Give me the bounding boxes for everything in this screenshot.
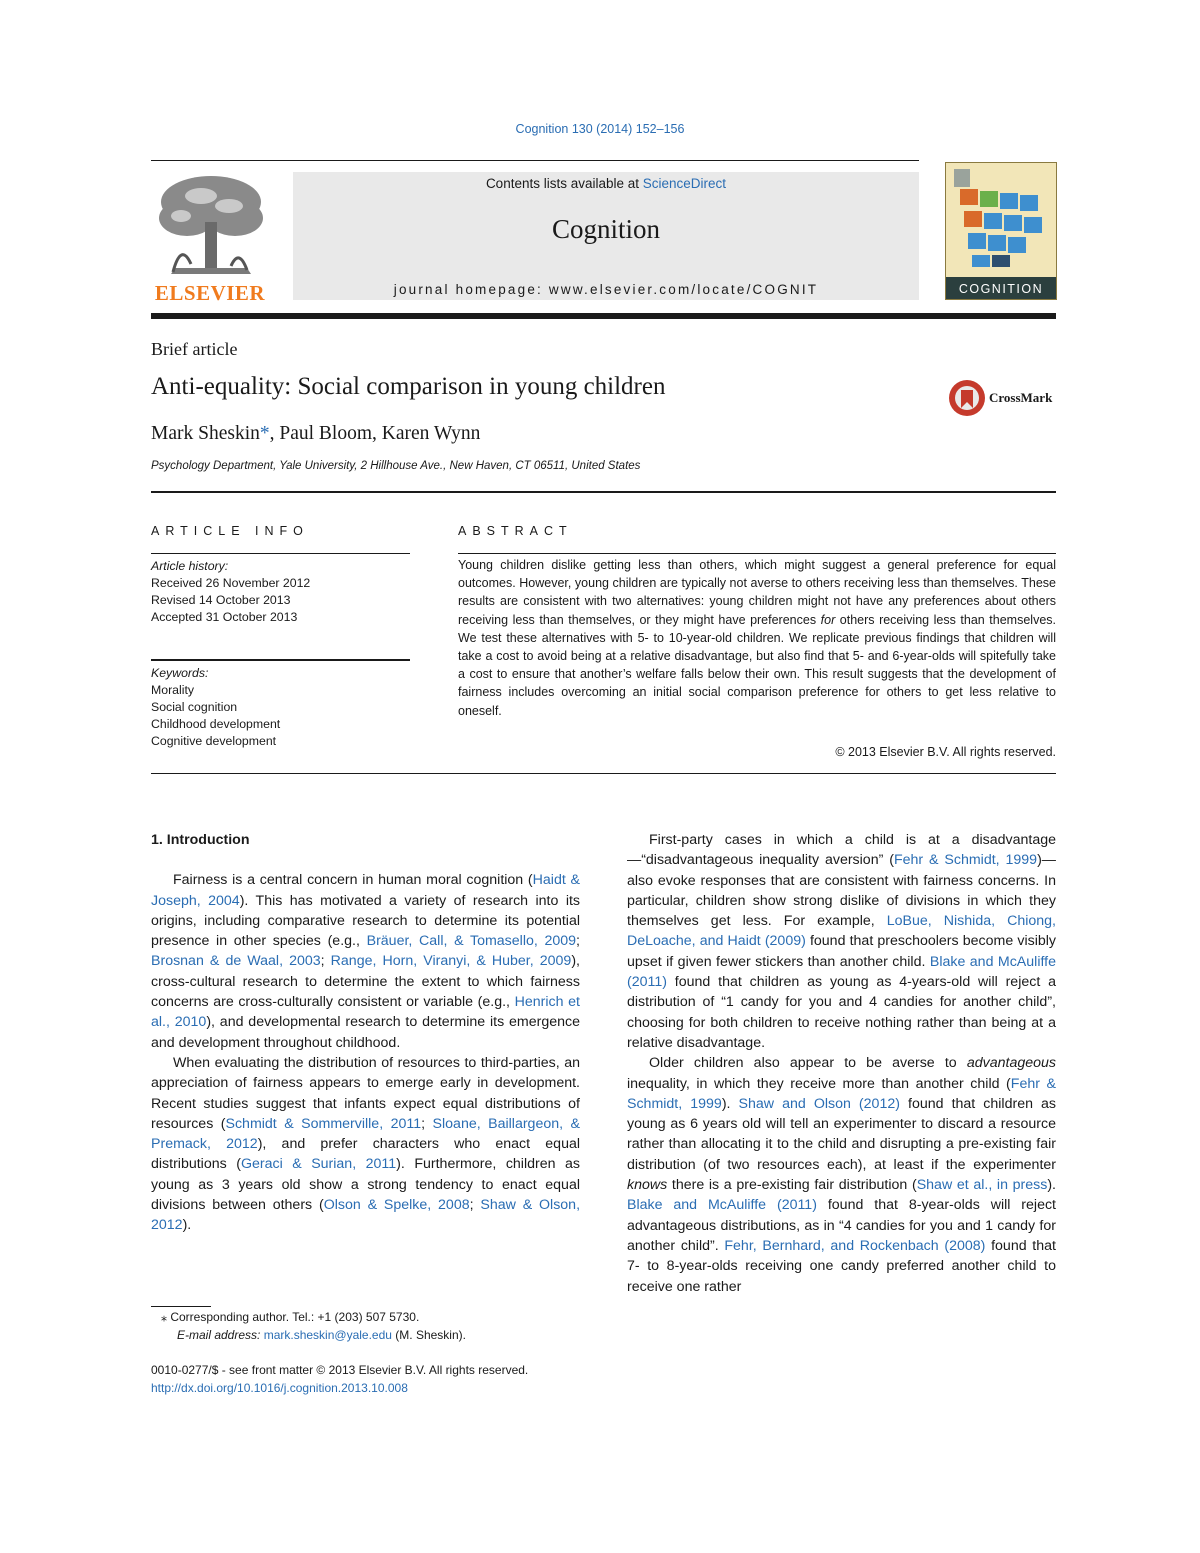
text-run: there is a pre-existing fair distribution ( (667, 1177, 917, 1194)
citation-link[interactable]: Schmidt & Sommerville, 2011 (225, 1115, 422, 1132)
text-run: ). This has motivated a variety of research into its origins, including comparative research to determine its potential presence in other species (e.g., (151, 892, 581, 950)
title-block-rule (151, 491, 1056, 493)
history-label: Article history: (151, 559, 229, 573)
author-list (151, 423, 480, 445)
text-run: )—also evoke responses that are consistent with fairness concerns. In particular, children show strong dislike of divisions in which they themselves get less. For example, (627, 852, 1056, 930)
author-email-link[interactable]: mark.sheskin@yale.edu (263, 1327, 392, 1342)
paragraph (151, 870, 580, 1053)
citation-link[interactable]: Sloane, Baillargeon, & Premack, 2012 (151, 1115, 580, 1153)
citation-link[interactable]: Range, Horn, Viranyi, & Huber, 2009 (330, 953, 572, 970)
citation-link[interactable]: Haidt & Joseph, 2004 (151, 872, 580, 909)
keyword-item: Morality (151, 683, 195, 697)
citation-link[interactable]: Bräuer, Call, & Tomasello, 2009 (366, 933, 577, 950)
citation-link[interactable]: Geraci & Surian, 2011 (240, 1156, 397, 1173)
crossmark-label: CrossMark (989, 390, 1053, 405)
cover-blocks-icon (946, 163, 1056, 275)
revised-date: Revised 14 October 2013 (151, 593, 291, 607)
text-run: found that 7- to 8-year-olds receiving one candy preferred another child to receive one rather (627, 1237, 1056, 1295)
keyword-item: Social cognition (151, 700, 238, 714)
journal-banner (293, 172, 919, 300)
citation-link[interactable]: Fehr & Schmidt, 1999 (893, 852, 1038, 869)
header-thick-rule (151, 313, 1056, 319)
paragraph (151, 1053, 580, 1236)
text-run: ). Furthermore, children as young as 3 years old show a strong tendency to enact equal divisions between others ( (151, 1156, 580, 1214)
body-column-right (627, 830, 1056, 1297)
cover-title: COGNITION (958, 282, 1044, 296)
contents-line (293, 176, 919, 191)
doi-link[interactable]: http://dx.doi.org/10.1016/j.cognition.2013.10.008 (151, 1380, 408, 1395)
keywords-rule (151, 659, 410, 661)
text-run: When evaluating the distribution of resources to third-parties, an appreciation of fairness appears to emerge early in development. Recent studies suggest that infants expect equal distributions of resources ( (151, 1054, 580, 1132)
text-run: Fairness is a central concern in human moral cognition ( (173, 872, 533, 889)
text-run: ). (182, 1217, 192, 1234)
text-run: found that children as young as 6 years old will tell an experimenter to discard a resource rather than allocating it to the child and disrupting a pre-existing fair distribution (of two resources each), at least if the experimenter (627, 1095, 1057, 1173)
citation-link[interactable]: Shaw and Olson (2012) (738, 1095, 900, 1112)
affiliation: Psychology Department, Yale University, 2 Hillhouse Ave., New Haven, CT 06511, United States (151, 460, 641, 472)
sciencedirect-link[interactable]: ScienceDirect (642, 176, 727, 191)
front-matter: 0010-0277/$ - see front matter © 2013 Elsevier B.V. All rights reserved. (151, 1363, 529, 1377)
crossmark-badge[interactable] (947, 378, 1067, 418)
citation-link[interactable]: Blake and McAuliffe (2011) (627, 953, 1056, 991)
citation-link[interactable]: Fehr & Schmidt, 1999 (627, 1075, 1057, 1112)
journal-name: Cognition (551, 214, 660, 244)
abstract-part-1: Young children dislike getting less than others, which might suggest a general preference for equal outcomes. However, young children are typically not averse to others receiving less than themselves. These results are consistent with two alternatives: young children might not have any preferences about others receiving less than themselves, or they might have preferences (458, 558, 1056, 627)
keyword-item: Cognitive development (151, 734, 277, 748)
text-run: ). (1047, 1177, 1056, 1194)
footnote-mark: ⁎ (161, 1310, 167, 1324)
text-run: ; (576, 933, 580, 950)
keyword-item: Childhood development (151, 717, 281, 731)
received-date: Received 26 November 2012 (151, 576, 311, 590)
article-info-heading: ARTICLE INFO (151, 524, 309, 538)
email-suffix: (M. Sheskin). (391, 1327, 466, 1342)
article-type: Brief article (151, 339, 238, 359)
footnote-rule (151, 1306, 211, 1307)
journal-citation[interactable]: Cognition 130 (2014) 152–156 (515, 122, 685, 136)
footnote (151, 1309, 466, 1344)
article-info-rule (151, 553, 410, 554)
citation-link[interactable]: Brosnan & de Waal, 2003 (151, 953, 321, 970)
journal-cover[interactable] (945, 162, 1057, 300)
emphasis-text: advantageous (966, 1055, 1056, 1072)
abstract-heading: ABSTRACT (458, 524, 573, 538)
elsevier-wordmark: ELSEVIER (154, 281, 266, 305)
journal-homepage-link[interactable]: journal homepage: www.elsevier.com/locate/COGNIT (393, 282, 819, 297)
text-run: First-party cases in which a child is at a disadvantage—“disadvantageous inequality aversion” ( (627, 832, 1056, 869)
citation-link[interactable]: Henrich et al., 2010 (151, 994, 580, 1031)
paragraph (627, 1053, 1056, 1297)
text-run: ; (469, 1197, 481, 1214)
article-title: Anti-equality: Social comparison in young children (151, 373, 666, 400)
text-run: found that children as young as 4-years-old will reject a distribution of “1 candy for you and 4 candies for another child”, choosing for both children to receive nothing rather than being at a relative disadvantage. (627, 974, 1056, 1051)
article-history (151, 558, 310, 626)
text-run: found that preschoolers become visibly upset if given fewer stickers than another child. (627, 933, 1056, 970)
elsevier-tree-icon (151, 172, 269, 282)
text-run: ; (421, 1115, 433, 1132)
keywords-block (151, 665, 280, 750)
abstract-part-2: others receiving less than themselves. We test these alternatives with 5- to 10-year-old children. We replicate previous findings that children will take a cost to avoid being at a relative disadvantage, but also find that 5- and 6-year-olds will spitefully take a cost to ensure that another’s welfare falls below their own. This result suggests that the development of fairness includes overcoming an initial social comparison preference for others to get less relative to oneself. (458, 612, 1056, 718)
email-label: E-mail address: (177, 1327, 264, 1342)
text-run: ), and prefer characters who enact equal distributions ( (151, 1136, 580, 1173)
keywords-label: Keywords: (151, 666, 209, 680)
page-footer (151, 1362, 528, 1397)
citation-link[interactable]: Blake and McAuliffe (2011) (627, 1197, 817, 1214)
author-rest: , Paul Bloom, Karen Wynn (269, 423, 481, 444)
citation-link[interactable]: Olson & Spelke, 2008 (323, 1197, 470, 1214)
text-run: ), and developmental research to determine its emergence and development throughout childhood. (151, 1014, 580, 1051)
section-heading-introduction: 1. Introduction (151, 832, 250, 848)
citation-link[interactable]: Shaw & Olson, 2012 (151, 1197, 581, 1234)
paragraph (627, 830, 1056, 1053)
footnote-corresponding: Corresponding author. Tel.: +1 (203) 507 5730. (167, 1310, 420, 1324)
author-first: Mark Sheskin (151, 423, 260, 444)
text-run: found that 8-year-olds will reject advantageous distributions, as in “4 candies for you and 1 candy for another child”. (627, 1197, 1056, 1254)
body-column-left (151, 830, 580, 1236)
abstract-rule (458, 553, 1056, 554)
citation-link[interactable]: Shaw et al., in press (916, 1177, 1048, 1194)
emphasis-text: knows (627, 1177, 668, 1194)
citation-link[interactable]: Fehr, Bernhard, and Rockenbach (2008) (724, 1237, 986, 1254)
text-run: ), cross-cultural research to determine the extent to which fairness concerns are cross-culturally consistent or variable (e.g., (151, 953, 580, 1011)
text-run: Older children also appear to be averse to (649, 1055, 967, 1072)
text-run: ; (320, 953, 331, 970)
copyright-notice: © 2013 Elsevier B.V. All rights reserved. (835, 745, 1056, 759)
text-run: ). (721, 1095, 739, 1112)
corresponding-author-mark[interactable]: * (259, 423, 270, 444)
citation-link[interactable]: LoBue, Nishida, Chiong, DeLoache, and Haidt (2009) (627, 913, 1056, 950)
contents-prefix: Contents lists available at (485, 176, 643, 191)
abstract-bottom-rule (151, 773, 1056, 774)
abstract-text (458, 556, 1056, 720)
accepted-date: Accepted 31 October 2013 (151, 610, 298, 624)
header-top-rule (151, 160, 919, 161)
text-run: inequality, in which they receive more than another child ( (627, 1075, 1011, 1092)
abstract-emphasis: for (820, 612, 836, 627)
